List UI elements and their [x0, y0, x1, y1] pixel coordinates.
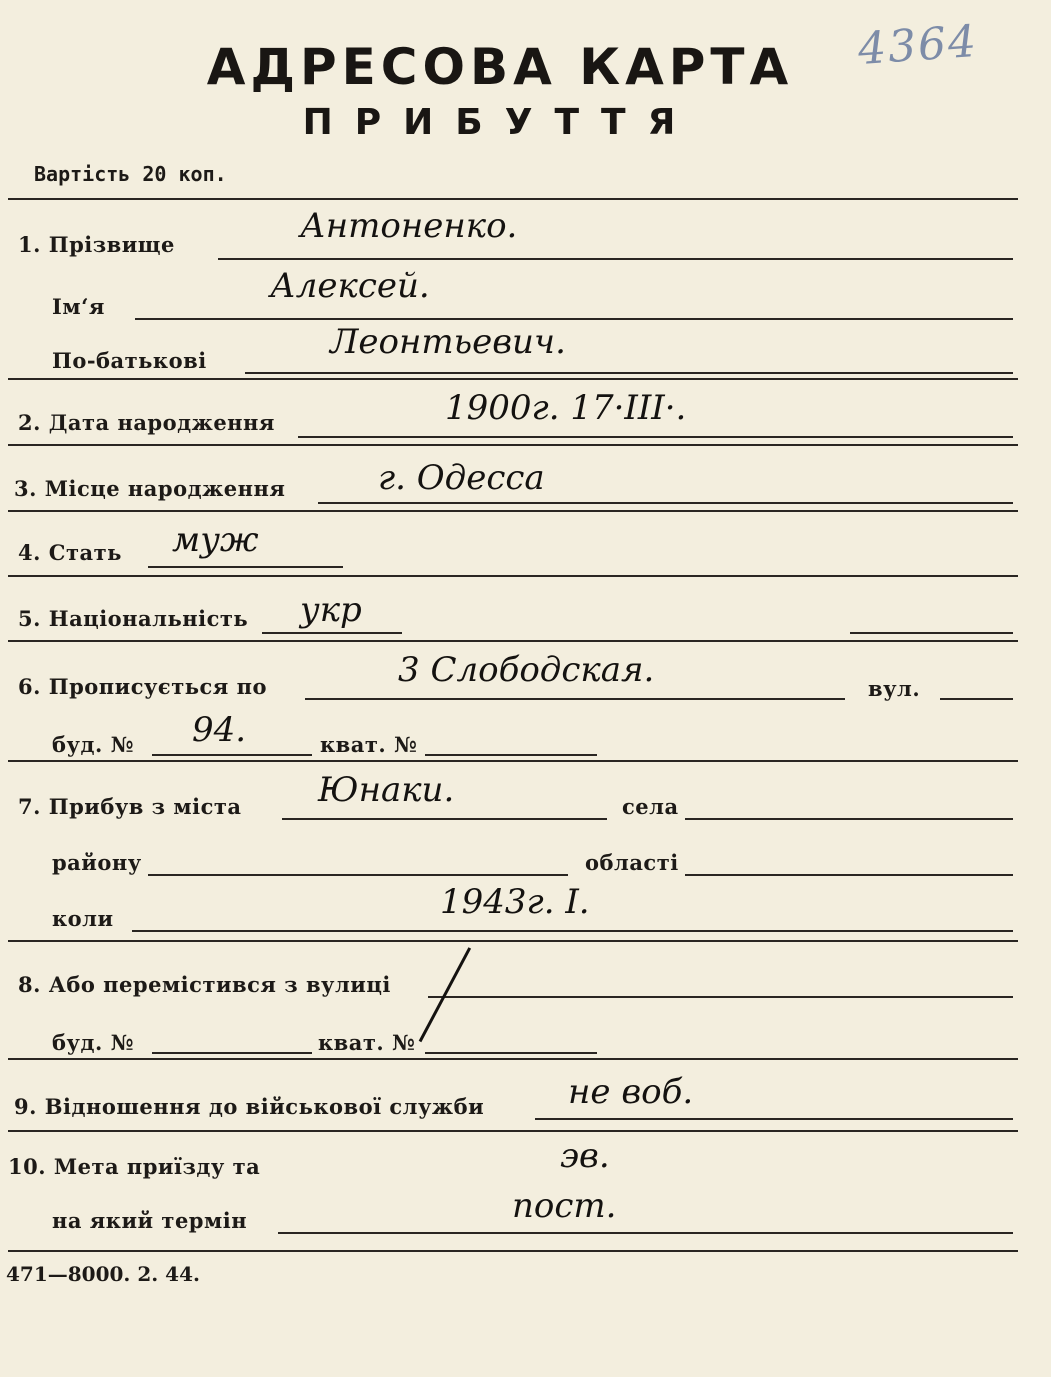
- arrived-city-label: 7. Прибув з міста: [18, 794, 242, 819]
- registered-value: 3 Слободская.: [398, 650, 655, 690]
- nationality-value: укр: [300, 590, 362, 630]
- separator: [8, 760, 1018, 762]
- registered-line: [305, 698, 845, 700]
- when-value: 1943г. I.: [440, 882, 590, 922]
- strike-through-slash: [419, 947, 471, 1042]
- patronymic-value: Леонтьевич.: [330, 322, 566, 362]
- region-line: [685, 874, 1013, 876]
- arrived-city-line: [282, 818, 607, 820]
- separator: [8, 1250, 1018, 1252]
- nationality-line-right: [850, 632, 1013, 634]
- building-label: буд. №: [52, 732, 134, 757]
- term-value: пост.: [512, 1186, 617, 1226]
- separator: [8, 510, 1018, 512]
- birth-place-label: 3. Місце народження: [14, 476, 286, 501]
- purpose-value: эв.: [560, 1136, 610, 1176]
- separator: [8, 198, 1018, 200]
- registered-label: 6. Прописується по: [18, 674, 267, 699]
- term-label: на який термін: [52, 1208, 248, 1233]
- separator: [8, 1130, 1018, 1132]
- registration-number: 4364: [856, 15, 980, 76]
- separator: [8, 575, 1018, 577]
- surname-value: Антоненко.: [300, 206, 518, 246]
- card-title: АДРЕСОВА КАРТА: [206, 38, 794, 96]
- name-line: [135, 318, 1013, 320]
- birth-date-value: 1900г. 17·III·.: [445, 388, 687, 428]
- sex-label: 4. Стать: [18, 540, 122, 565]
- card-subtitle: ПРИБУТТЯ: [302, 102, 698, 143]
- district-label: району: [52, 850, 142, 875]
- military-value: не воб.: [568, 1072, 694, 1112]
- street-line: [940, 698, 1013, 700]
- apartment-line: [425, 754, 597, 756]
- purpose-label: 10. Мета приїзду та: [8, 1154, 261, 1179]
- term-line: [278, 1232, 1013, 1234]
- moved-building-label: буд. №: [52, 1030, 134, 1055]
- name-value: Алексей.: [270, 266, 430, 306]
- moved-apartment-label: кват. №: [318, 1030, 416, 1055]
- military-label: 9. Відношення до військової служби: [14, 1094, 485, 1119]
- surname-label: 1. Прізвище: [18, 232, 175, 257]
- separator: [8, 1058, 1018, 1060]
- birth-place-value: г. Одесса: [378, 458, 545, 498]
- separator: [8, 444, 1018, 446]
- print-code: 471—8000. 2. 44.: [6, 1262, 200, 1286]
- surname-line: [218, 258, 1013, 260]
- village-line: [685, 818, 1013, 820]
- birth-place-line: [318, 502, 1013, 504]
- apartment-label: кват. №: [320, 732, 418, 757]
- district-line: [148, 874, 568, 876]
- region-label: області: [585, 850, 679, 875]
- separator: [8, 378, 1018, 380]
- street-label: вул.: [868, 676, 921, 701]
- moved-label: 8. Або перемістився з вулиці: [18, 972, 391, 997]
- separator: [8, 640, 1018, 642]
- moved-line: [428, 996, 1013, 998]
- separator: [8, 940, 1018, 942]
- when-line: [132, 930, 1013, 932]
- arrived-city-value: Юнаки.: [318, 770, 455, 810]
- military-line: [535, 1118, 1013, 1120]
- sex-value: муж: [172, 520, 259, 560]
- name-label: Ім‘я: [52, 294, 105, 319]
- moved-building-line: [152, 1052, 312, 1054]
- building-value: 94.: [192, 710, 247, 750]
- patronymic-line: [245, 372, 1013, 374]
- birth-date-line: [298, 436, 1013, 438]
- village-label: села: [622, 794, 679, 819]
- patronymic-label: По-батькові: [52, 348, 207, 373]
- birth-date-label: 2. Дата народження: [18, 410, 275, 435]
- when-label: коли: [52, 906, 114, 931]
- price-label: Вартість 20 коп.: [34, 162, 227, 186]
- nationality-label: 5. Національність: [18, 606, 249, 631]
- moved-apartment-line: [425, 1052, 597, 1054]
- nationality-line: [262, 632, 402, 634]
- building-line: [152, 754, 312, 756]
- sex-line: [148, 566, 343, 568]
